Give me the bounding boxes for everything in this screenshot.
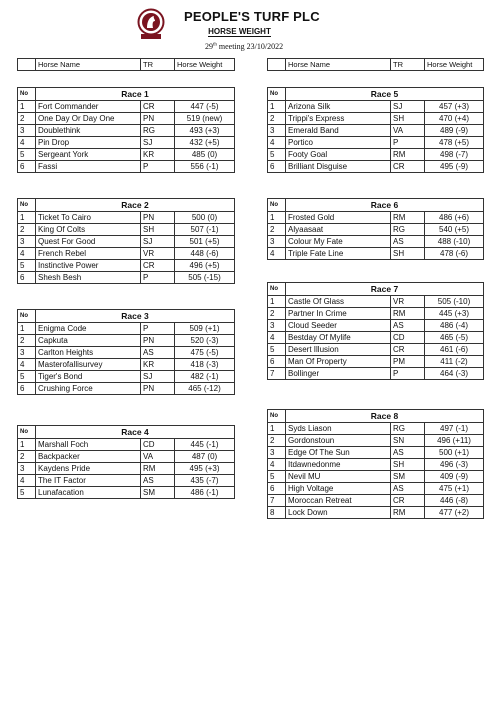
horse-name: Gordonstoun <box>286 435 391 447</box>
meeting-date: meeting 23/10/2022 <box>216 42 284 51</box>
horse-name: Brilliant Disguise <box>286 161 391 173</box>
table-row <box>18 113 235 125</box>
row-number: 8 <box>268 507 286 519</box>
row-number: 5 <box>18 260 36 272</box>
horse-name: Masterofallisurvey <box>36 359 141 371</box>
table-row <box>18 335 235 347</box>
table-row <box>18 323 235 335</box>
trainer-code: RM <box>391 212 425 224</box>
horse-weight: 540 (+5) <box>425 224 484 236</box>
table-row <box>268 236 484 248</box>
trainer-code: SH <box>391 113 425 125</box>
race-table <box>17 425 235 499</box>
horse-name: French Rebel <box>36 248 141 260</box>
col-tr: TR <box>141 59 175 71</box>
row-number: 2 <box>268 113 286 125</box>
table-row <box>268 471 484 483</box>
table-row <box>268 344 484 356</box>
row-number: 3 <box>18 236 36 248</box>
row-number: 2 <box>18 451 36 463</box>
horse-name: Capkuta <box>36 335 141 347</box>
horse-name: Emerald Band <box>286 125 391 137</box>
horse-weight: 478 (+5) <box>425 137 484 149</box>
trainer-code: SJ <box>141 371 175 383</box>
trainer-code: RG <box>391 423 425 435</box>
race-no-header: No <box>18 426 36 439</box>
horse-weight: 445 (+3) <box>425 308 484 320</box>
row-number: 6 <box>268 483 286 495</box>
table-row <box>268 125 484 137</box>
table-row <box>268 423 484 435</box>
table-row <box>268 320 484 332</box>
col-horse-name: Horse Name <box>286 59 391 71</box>
row-number: 4 <box>18 137 36 149</box>
horse-weight: 496 (+5) <box>175 260 235 272</box>
row-number: 5 <box>268 344 286 356</box>
horse-name: Enigma Code <box>36 323 141 335</box>
column-header-left <box>17 58 235 71</box>
trainer-code: SJ <box>391 101 425 113</box>
race-title: Race 6 <box>286 199 484 212</box>
horse-weight: 435 (-7) <box>175 475 235 487</box>
row-number: 3 <box>268 320 286 332</box>
horse-name: Doublethink <box>36 125 141 137</box>
table-row <box>268 483 484 495</box>
table-row <box>18 371 235 383</box>
race-title: Race 4 <box>36 426 235 439</box>
row-number: 1 <box>18 101 36 113</box>
table-row <box>268 356 484 368</box>
horse-name: Castle Of Glass <box>286 296 391 308</box>
table-row <box>18 359 235 371</box>
row-number: 6 <box>268 356 286 368</box>
trainer-code: RG <box>391 224 425 236</box>
table-row <box>18 236 235 248</box>
row-number: 4 <box>268 248 286 260</box>
row-number: 1 <box>18 439 36 451</box>
table-row <box>268 248 484 260</box>
race-title: Race 8 <box>286 410 484 423</box>
table-row <box>18 149 235 161</box>
trainer-code: RG <box>141 125 175 137</box>
horse-weight: 485 (0) <box>175 149 235 161</box>
table-row <box>268 149 484 161</box>
meeting-number: 29 <box>205 42 213 51</box>
trainer-code: SH <box>141 224 175 236</box>
horse-name: Lock Down <box>286 507 391 519</box>
trainer-code: KR <box>141 359 175 371</box>
horse-weight: 432 (+5) <box>175 137 235 149</box>
row-number: 2 <box>268 224 286 236</box>
horse-weight: 465 (-12) <box>175 383 235 395</box>
table-row <box>18 451 235 463</box>
row-number: 3 <box>268 236 286 248</box>
row-number: 3 <box>18 463 36 475</box>
horse-weight: 475 (+1) <box>425 483 484 495</box>
horse-name: Portico <box>286 137 391 149</box>
table-row <box>18 137 235 149</box>
table-row <box>268 224 484 236</box>
table-row <box>268 161 484 173</box>
table-row <box>268 447 484 459</box>
horse-weight: 500 (+1) <box>425 447 484 459</box>
horse-weight: 446 (-8) <box>425 495 484 507</box>
col-horse-name: Horse Name <box>36 59 141 71</box>
trainer-code: AS <box>391 483 425 495</box>
horse-weight: 520 (-3) <box>175 335 235 347</box>
row-number: 2 <box>268 435 286 447</box>
table-row <box>18 439 235 451</box>
horse-weight: 505 (-15) <box>175 272 235 284</box>
trainer-code: SJ <box>141 137 175 149</box>
horse-name: Sergeant York <box>36 149 141 161</box>
row-number: 3 <box>268 447 286 459</box>
race-table <box>17 198 235 284</box>
table-row <box>18 475 235 487</box>
trainer-code: CD <box>141 439 175 451</box>
race-title: Race 7 <box>286 283 484 296</box>
horse-name: Nevil MU <box>286 471 391 483</box>
trainer-code: SN <box>391 435 425 447</box>
row-number: 2 <box>18 224 36 236</box>
trainer-code: SH <box>391 248 425 260</box>
horse-name: Bollinger <box>286 368 391 380</box>
horse-name: King Of Colts <box>36 224 141 236</box>
horse-name: Tiger's Bond <box>36 371 141 383</box>
horse-name: Moroccan Retreat <box>286 495 391 507</box>
horse-weight: 497 (-1) <box>425 423 484 435</box>
trainer-code: PN <box>141 212 175 224</box>
horse-weight: 470 (+4) <box>425 113 484 125</box>
trainer-code: AS <box>391 447 425 459</box>
horse-name: Marshall Foch <box>36 439 141 451</box>
trainer-code: VR <box>141 248 175 260</box>
table-row <box>268 212 484 224</box>
horse-weight: 475 (-5) <box>175 347 235 359</box>
horse-name: Alyaasaat <box>286 224 391 236</box>
trainer-code: SM <box>141 487 175 499</box>
meeting-suffix: th <box>213 42 217 48</box>
trainer-code: CR <box>391 495 425 507</box>
row-number: 3 <box>18 347 36 359</box>
horse-name: Arizona Silk <box>286 101 391 113</box>
race-no-header: No <box>268 283 286 296</box>
horse-weight: 477 (+2) <box>425 507 484 519</box>
horse-weight: 495 (-9) <box>425 161 484 173</box>
horse-weight: 495 (+3) <box>175 463 235 475</box>
table-row <box>268 113 484 125</box>
race-title: Race 5 <box>286 88 484 101</box>
col-horse-weight: Horse Weight <box>175 59 235 71</box>
race-no-header: No <box>18 199 36 212</box>
horse-name: Fort Commander <box>36 101 141 113</box>
horse-weight: 519 (new) <box>175 113 235 125</box>
horse-name: Syds Liason <box>286 423 391 435</box>
race-no-header: No <box>268 88 286 101</box>
table-row <box>18 125 235 137</box>
row-number: 7 <box>268 368 286 380</box>
row-number: 5 <box>268 149 286 161</box>
horse-name: Trippi's Express <box>286 113 391 125</box>
trainer-code: AS <box>391 236 425 248</box>
row-number: 1 <box>268 212 286 224</box>
horse-name: Backpacker <box>36 451 141 463</box>
table-row <box>18 101 235 113</box>
trainer-code: AS <box>141 347 175 359</box>
row-number: 1 <box>18 323 36 335</box>
row-number: 3 <box>18 125 36 137</box>
trainer-code: SJ <box>141 236 175 248</box>
horse-name: Crushing Force <box>36 383 141 395</box>
race-table <box>267 282 484 380</box>
horse-name: Instinctive Power <box>36 260 141 272</box>
trainer-code: P <box>141 323 175 335</box>
horse-weight: 489 (-9) <box>425 125 484 137</box>
table-row <box>18 260 235 272</box>
table-row <box>268 308 484 320</box>
table-row <box>18 347 235 359</box>
race-no-header: No <box>18 88 36 101</box>
horse-name: Kaydens Pride <box>36 463 141 475</box>
meeting-line <box>205 42 283 51</box>
horse-weight: 457 (+3) <box>425 101 484 113</box>
trainer-code: SH <box>391 459 425 471</box>
race-table <box>267 198 484 260</box>
row-number: 1 <box>268 423 286 435</box>
race-table <box>267 87 484 173</box>
horse-name: Cloud Seeder <box>286 320 391 332</box>
horse-name: Edge Of The Sun <box>286 447 391 459</box>
col-tr: TR <box>391 59 425 71</box>
horse-weight: 496 (-3) <box>425 459 484 471</box>
horse-weight: 487 (0) <box>175 451 235 463</box>
race-table <box>17 87 235 173</box>
trainer-code: CR <box>141 260 175 272</box>
trainer-code: RM <box>391 507 425 519</box>
row-number: 2 <box>18 113 36 125</box>
trainer-code: RM <box>391 308 425 320</box>
trainer-code: P <box>391 137 425 149</box>
trainer-code: KR <box>141 149 175 161</box>
col-horse-weight: Horse Weight <box>425 59 484 71</box>
table-row <box>268 459 484 471</box>
horse-weight: 465 (-5) <box>425 332 484 344</box>
trainer-code: CR <box>391 344 425 356</box>
horse-name: Frosted Gold <box>286 212 391 224</box>
race-no-header: No <box>268 199 286 212</box>
horse-name: Quest For Good <box>36 236 141 248</box>
horse-weight: 447 (-5) <box>175 101 235 113</box>
horse-name: High Voltage <box>286 483 391 495</box>
row-number: 6 <box>268 161 286 173</box>
horse-weight: 461 (-6) <box>425 344 484 356</box>
row-number: 6 <box>18 383 36 395</box>
table-row <box>268 332 484 344</box>
horse-weight: 411 (-2) <box>425 356 484 368</box>
horse-weight: 501 (+5) <box>175 236 235 248</box>
row-number: 3 <box>268 125 286 137</box>
horse-name: Fassi <box>36 161 141 173</box>
trainer-code: SM <box>391 471 425 483</box>
horse-weight: 505 (-10) <box>425 296 484 308</box>
horse-name: The IT Factor <box>36 475 141 487</box>
trainer-code: PN <box>141 113 175 125</box>
horse-name: Carlton Heights <box>36 347 141 359</box>
row-number: 6 <box>18 161 36 173</box>
horse-weight: 498 (-7) <box>425 149 484 161</box>
horse-name: Shesh Besh <box>36 272 141 284</box>
table-row <box>268 507 484 519</box>
table-row <box>18 212 235 224</box>
row-number: 5 <box>18 487 36 499</box>
row-number: 4 <box>268 332 286 344</box>
row-number: 1 <box>268 101 286 113</box>
race-title: Race 3 <box>36 310 235 323</box>
horse-weight: 482 (-1) <box>175 371 235 383</box>
horse-name: Triple Fate Line <box>286 248 391 260</box>
horse-name: Footy Goal <box>286 149 391 161</box>
horse-name: Partner In Crime <box>286 308 391 320</box>
horse-weight: 448 (-6) <box>175 248 235 260</box>
trainer-code: PM <box>391 356 425 368</box>
row-number: 1 <box>18 212 36 224</box>
table-row <box>18 487 235 499</box>
horse-weight: 486 (+6) <box>425 212 484 224</box>
horse-name: Ticket To Cairo <box>36 212 141 224</box>
trainer-code: P <box>141 272 175 284</box>
race-table <box>267 409 484 519</box>
row-number: 2 <box>268 308 286 320</box>
row-number: 4 <box>18 248 36 260</box>
table-row <box>18 272 235 284</box>
horse-weight: 486 (-4) <box>425 320 484 332</box>
horse-weight: 409 (-9) <box>425 471 484 483</box>
horse-weight: 445 (-1) <box>175 439 235 451</box>
trainer-code: CD <box>391 332 425 344</box>
race-title: Race 1 <box>36 88 235 101</box>
row-number: 4 <box>18 475 36 487</box>
table-row <box>268 137 484 149</box>
table-row <box>18 248 235 260</box>
horse-name: One Day Or Day One <box>36 113 141 125</box>
race-title: Race 2 <box>36 199 235 212</box>
horse-weight: 507 (-1) <box>175 224 235 236</box>
page-subtitle: HORSE WEIGHT <box>208 27 271 36</box>
trainer-code: P <box>141 161 175 173</box>
table-row <box>268 495 484 507</box>
trainer-code: VA <box>391 125 425 137</box>
race-no-header: No <box>268 410 286 423</box>
horse-weight: 418 (-3) <box>175 359 235 371</box>
trainer-code: RM <box>141 463 175 475</box>
table-row <box>18 463 235 475</box>
table-row <box>268 296 484 308</box>
row-number: 2 <box>18 335 36 347</box>
horse-name: Itdawnedonme <box>286 459 391 471</box>
trainer-code: AS <box>141 475 175 487</box>
horse-weight: 500 (0) <box>175 212 235 224</box>
race-table <box>17 309 235 395</box>
row-number: 4 <box>268 137 286 149</box>
table-row <box>18 224 235 236</box>
horse-weight: 464 (-3) <box>425 368 484 380</box>
horse-weight: 488 (-10) <box>425 236 484 248</box>
horse-weight: 486 (-1) <box>175 487 235 499</box>
horse-name: Pin Drop <box>36 137 141 149</box>
table-row <box>268 101 484 113</box>
horse-name: Lunafacation <box>36 487 141 499</box>
column-header-right <box>267 58 484 71</box>
trainer-code: PN <box>141 335 175 347</box>
row-number: 4 <box>18 359 36 371</box>
table-row <box>18 161 235 173</box>
page-title: PEOPLE'S TURF PLC <box>184 9 320 24</box>
row-number: 7 <box>268 495 286 507</box>
row-number: 1 <box>268 296 286 308</box>
trainer-code: CR <box>391 161 425 173</box>
trainer-code: P <box>391 368 425 380</box>
horse-name: Colour My Fate <box>286 236 391 248</box>
table-row <box>18 383 235 395</box>
trainer-code: RM <box>391 149 425 161</box>
trainer-code: CR <box>141 101 175 113</box>
row-number: 5 <box>18 149 36 161</box>
race-no-header: No <box>18 310 36 323</box>
horse-weight: 509 (+1) <box>175 323 235 335</box>
horse-name: Bestday Of Mylife <box>286 332 391 344</box>
row-number: 6 <box>18 272 36 284</box>
trainer-code: VR <box>391 296 425 308</box>
horse-weight: 478 (-6) <box>425 248 484 260</box>
table-row <box>268 368 484 380</box>
trainer-code: AS <box>391 320 425 332</box>
horse-weight: 556 (-1) <box>175 161 235 173</box>
horse-weight: 496 (+11) <box>425 435 484 447</box>
row-number: 4 <box>268 459 286 471</box>
trainer-code: VA <box>141 451 175 463</box>
table-row <box>268 435 484 447</box>
horse-name: Man Of Property <box>286 356 391 368</box>
horse-name: Desert Illusion <box>286 344 391 356</box>
row-number: 5 <box>18 371 36 383</box>
trainer-code: PN <box>141 383 175 395</box>
horse-weight: 493 (+3) <box>175 125 235 137</box>
row-number: 5 <box>268 471 286 483</box>
